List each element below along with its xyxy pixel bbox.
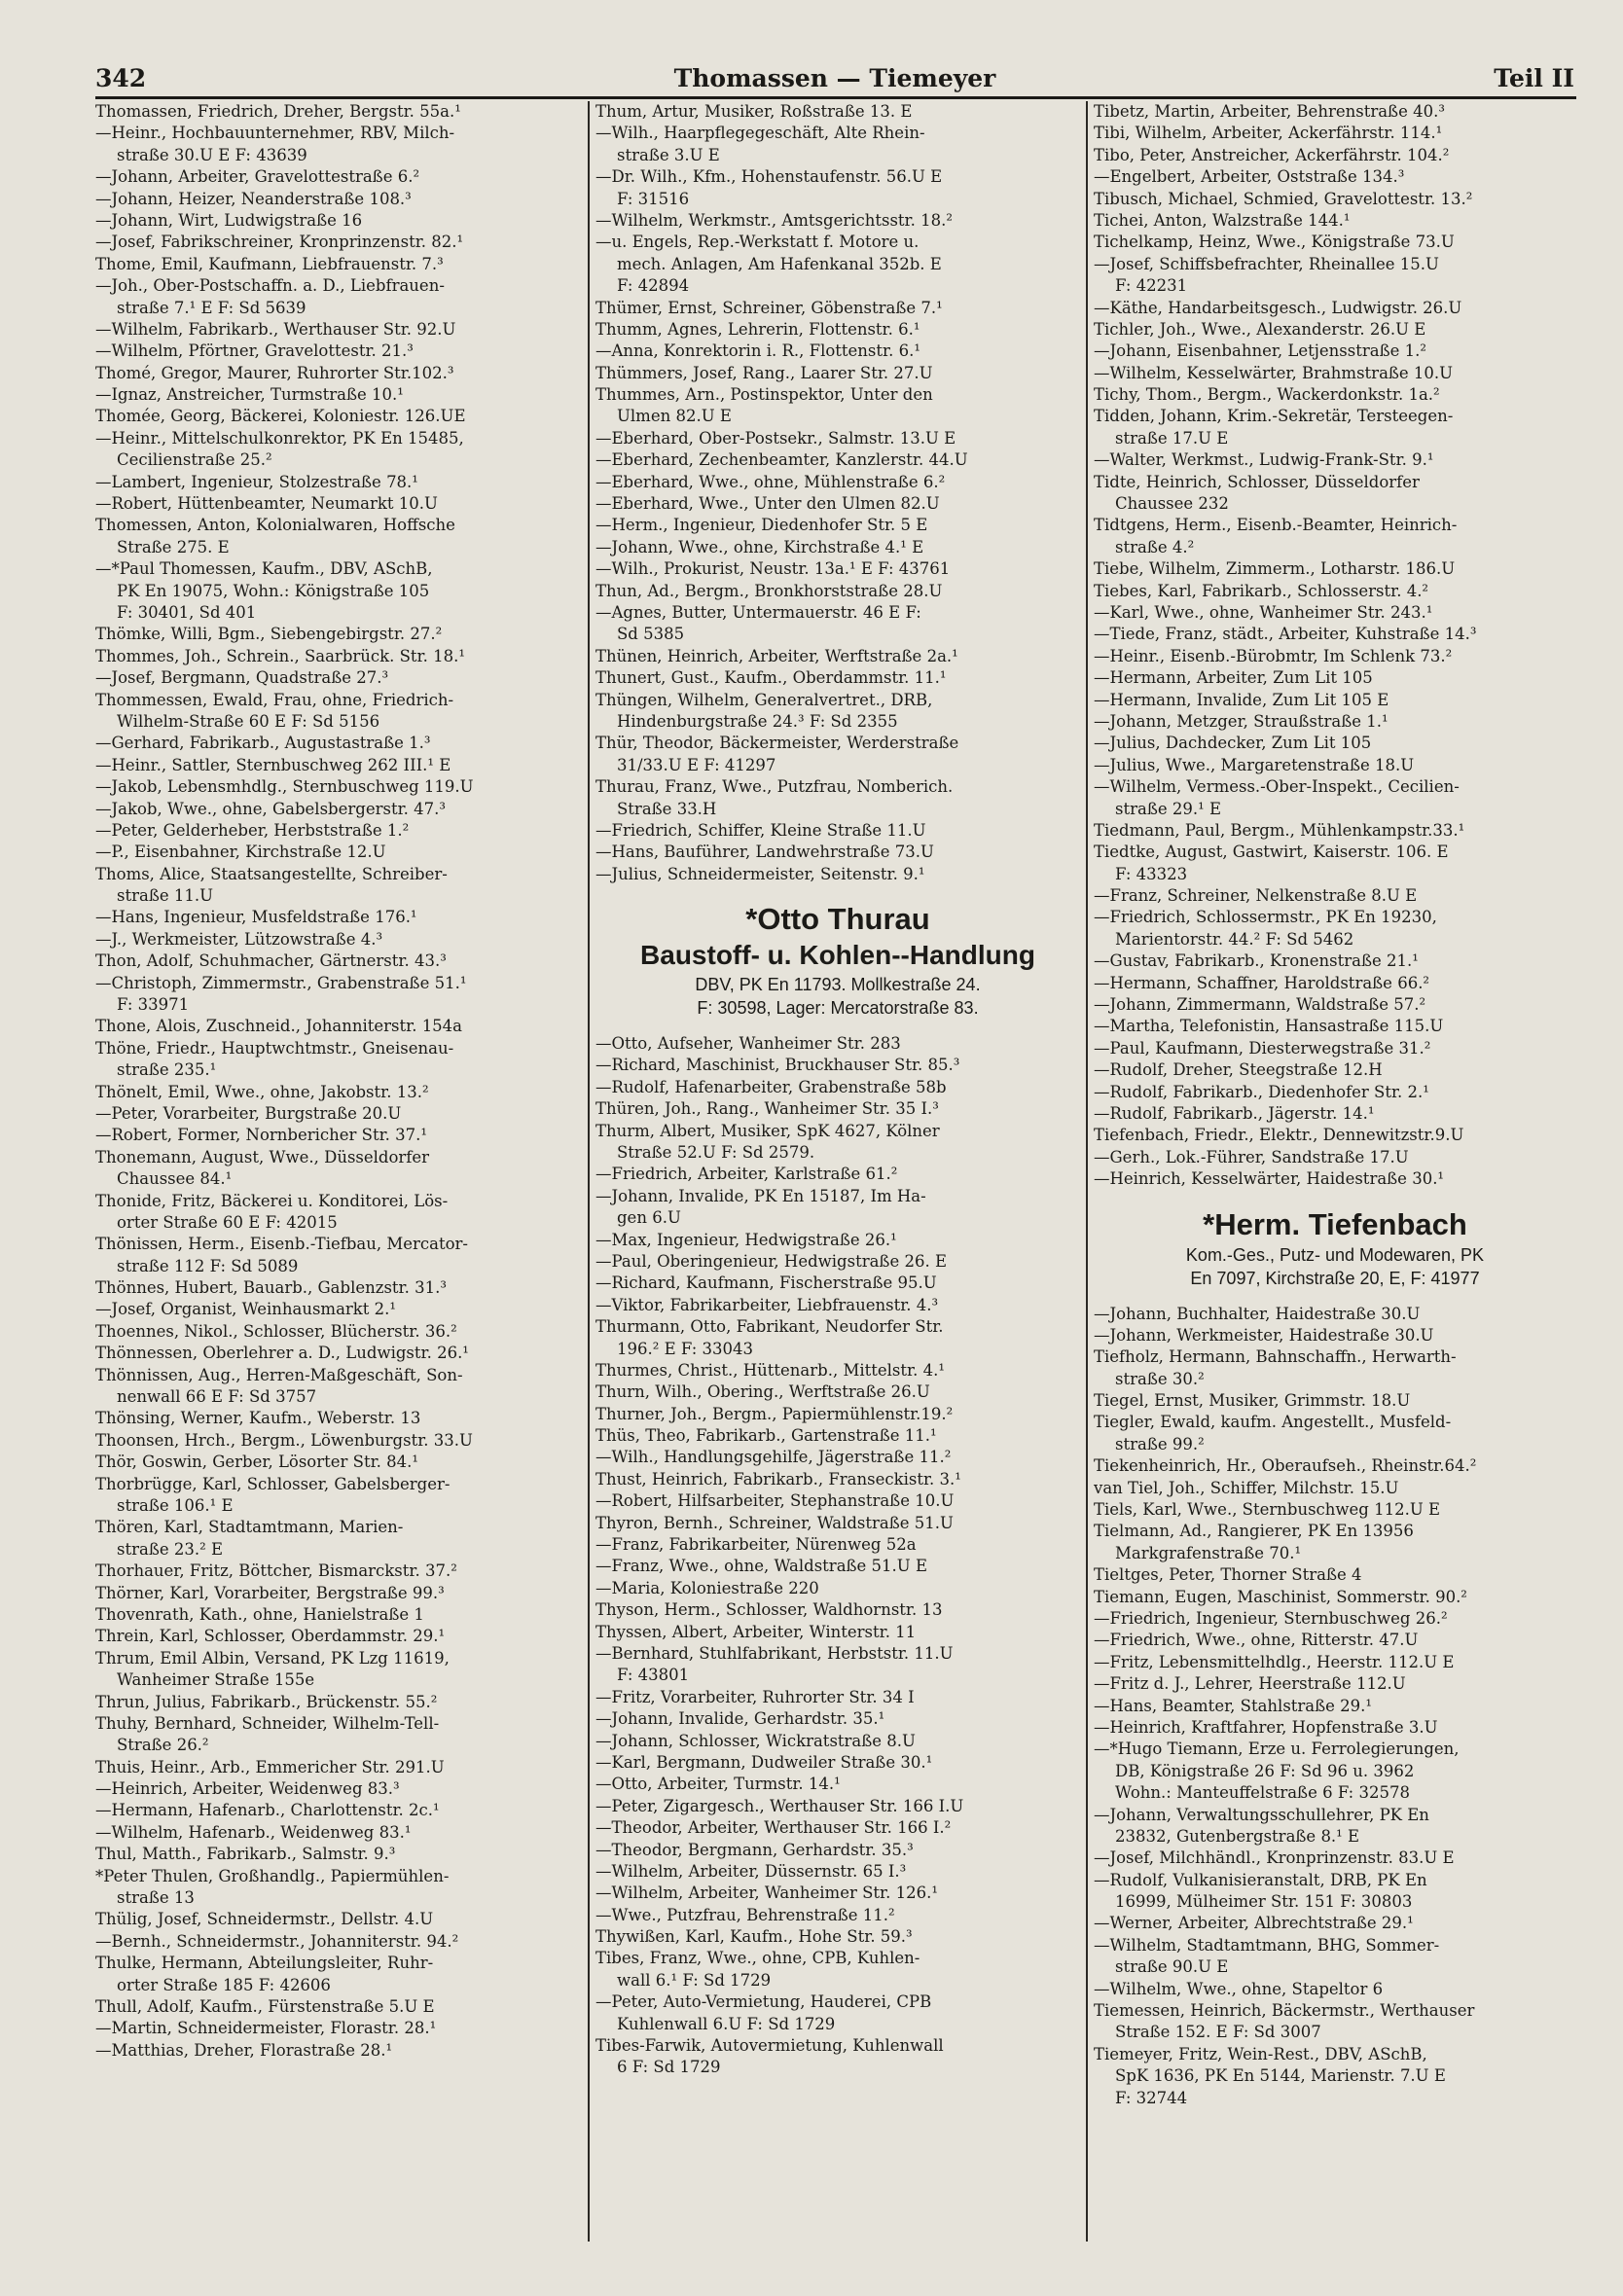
directory-entry: —Richard, Kaufmann, Fischerstraße 95.U <box>595 1274 937 1293</box>
directory-entry: —Fritz d. J., Lehrer, Heerstraße 112.U <box>1094 1674 1406 1694</box>
directory-entry: —Eberhard, Wwe., ohne, Mühlenstraße 6.² <box>595 472 946 491</box>
directory-entry: —Wwe., Putzfrau, Behrenstraße 11.² <box>595 1905 895 1924</box>
directory-entry: Tibi, Wilhelm, Arbeiter, Ackerfährstr. 114.¹ <box>1094 124 1443 143</box>
directory-entry: Tiemann, Eugen, Maschinist, Sommerstr. 90.² <box>1094 1587 1467 1606</box>
directory-entry: —Tiede, Franz, städt., Arbeiter, Kuhstraße 14.³ <box>1094 625 1477 644</box>
directory-entry: —Peter, Gelderheber, Herbststraße 1.² <box>95 820 410 840</box>
directory-entry: —Heinr., Eisenb.-Bürobmtr, Im Schlenk 73.² <box>1094 646 1453 665</box>
header-rule <box>95 96 1576 99</box>
directory-entry: —Wilhelm, Kesselwärter, Brahmstraße 10.U <box>1094 363 1454 382</box>
entry-continuation: SpK 1636, PK En 5144, Marienstr. 7.U E <box>1115 2066 1446 2086</box>
directory-entry: Tidden, Johann, Krim.-Sekretär, Tersteegen- <box>1094 407 1454 426</box>
directory-entry: Thönnes, Hubert, Bauarb., Gablenzstr. 31.³ <box>95 1278 447 1298</box>
directory-entry: Tielmann, Ad., Rangierer, PK En 13956 <box>1094 1522 1414 1541</box>
entry-continuation: Chaussee 84.¹ <box>117 1169 233 1189</box>
directory-entry: Tidte, Heinrich, Schlosser, Düsseldorfer <box>1094 472 1420 491</box>
directory-entry: —P., Eisenbahner, Kirchstraße 12.U <box>95 843 386 862</box>
entry-continuation: wall 6.¹ F: Sd 1729 <box>617 1970 772 1990</box>
directory-entry: —Martin, Schneidermeister, Florastr. 28.¹ <box>95 2019 437 2038</box>
directory-entry: Thurmes, Christ., Hüttenarb., Mittelstr. 4.¹ <box>595 1360 945 1380</box>
directory-entry: —Franz, Wwe., ohne, Waldstraße 51.U E <box>595 1557 927 1576</box>
directory-entry: —Agnes, Butter, Untermauerstr. 46 E F: <box>595 602 921 622</box>
directory-entry: —Gerh., Lok.-Führer, Sandstraße 17.U <box>1094 1147 1409 1166</box>
directory-entry: —Johann, Werkmeister, Haidestraße 30.U <box>1094 1325 1434 1345</box>
entry-continuation: 6 F: Sd 1729 <box>617 2058 721 2077</box>
directory-entry: Thommessen, Ewald, Frau, ohne, Friedrich- <box>95 690 454 709</box>
entry-continuation: straße 3.U E <box>617 145 720 164</box>
directory-entry: —Otto, Arbeiter, Turmstr. 14.¹ <box>595 1775 841 1794</box>
directory-entry: —Johann, Buchhalter, Haidestraße 30.U <box>1094 1304 1421 1323</box>
directory-entry: —Wilhelm, Wwe., ohne, Stapeltor 6 <box>1094 1979 1384 1998</box>
entry-continuation: straße 29.¹ E <box>1115 799 1221 818</box>
directory-entry: Tiedmann, Paul, Bergm., Mühlenkampstr.33.¹ <box>1094 820 1465 840</box>
directory-entry: Thuis, Heinr., Arb., Emmericher Str. 291.U <box>95 1757 445 1776</box>
directory-entry: —Rudolf, Dreher, Steegstraße 12.H <box>1094 1060 1383 1080</box>
directory-entry: —Hans, Bauführer, Landwehrstraße 73.U <box>595 843 934 862</box>
directory-entry: —u. Engels, Rep.-Werkstatt f. Motore u. <box>595 233 920 252</box>
directory-entry: —Wilhelm, Arbeiter, Wanheimer Str. 126.¹ <box>595 1883 938 1903</box>
ad-title: *Otto Thurau <box>745 902 930 937</box>
directory-entry: Tibusch, Michael, Schmied, Gravelottestr. 13.² <box>1094 189 1473 208</box>
directory-entry: —Johann, Arbeiter, Gravelottestraße 6.² <box>95 167 420 187</box>
directory-entry: —Hermann, Schaffner, Haroldstraße 66.² <box>1094 973 1430 992</box>
entry-continuation: straße 30.U E F: 43639 <box>117 145 307 164</box>
ad-text: F: 30598, Lager: Mercatorstraße 83. <box>697 998 979 1019</box>
entry-continuation: F: 43323 <box>1115 864 1188 883</box>
directory-entry: Thör, Goswin, Gerber, Lösorter Str. 84.¹ <box>95 1453 419 1472</box>
directory-entry: Thorhauer, Fritz, Böttcher, Bismarckstr. 37.² <box>95 1561 457 1581</box>
entry-continuation: F: 33971 <box>117 995 190 1015</box>
directory-entry: —Wilhelm, Vermess.-Ober-Inspekt., Cecilien- <box>1094 777 1460 797</box>
directory-entry: van Tiel, Joh., Schiffer, Milchstr. 15.U <box>1094 1478 1399 1497</box>
directory-entry: Thoennes, Nikol., Schlosser, Blücherstr. 36.² <box>95 1321 457 1341</box>
entry-continuation: Straße 152. E F: Sd 3007 <box>1115 2023 1321 2042</box>
directory-entry: —Paul, Oberingenieur, Hedwigstraße 26. E <box>595 1251 947 1271</box>
ad-text: Kom.-Ges., Putz- und Modewaren, PK <box>1185 1244 1485 1265</box>
directory-entry: Thönnessen, Oberlehrer a. D., Ludwigstr. 26.¹ <box>95 1344 469 1363</box>
directory-entry: Thurmann, Otto, Fabrikant, Neudorfer Str. <box>595 1317 944 1337</box>
directory-entry: —Johann, Eisenbahner, Letjensstraße 1.² <box>1094 341 1426 361</box>
directory-entry: Thuhy, Bernhard, Schneider, Wilhelm-Tell- <box>95 1713 440 1733</box>
directory-entry: —J., Werkmeister, Lützowstraße 4.³ <box>95 929 383 949</box>
directory-entry: —Wilh., Haarpflegegeschäft, Alte Rhein- <box>595 124 925 143</box>
entry-continuation: F: 43801 <box>617 1666 690 1685</box>
directory-entry: Thywißen, Karl, Kaufm., Hohe Str. 59.³ <box>595 1927 913 1947</box>
directory-entry: —Matthias, Dreher, Florastraße 28.¹ <box>95 2040 393 2060</box>
entry-continuation: Chaussee 232 <box>1115 494 1229 514</box>
entry-continuation: 16999, Mülheimer Str. 151 F: 30803 <box>1115 1892 1413 1912</box>
directory-entry: Threin, Karl, Schlosser, Oberdammstr. 29.¹ <box>95 1627 446 1646</box>
directory-entry: —Friedrich, Schlossermstr., PK En 19230, <box>1094 908 1437 927</box>
entry-continuation: straße 17.U E <box>1115 428 1229 448</box>
entry-continuation: straße 235.¹ <box>117 1060 217 1080</box>
directory-entry: Tibo, Peter, Anstreicher, Ackerfährstr. 104.² <box>1094 145 1450 164</box>
entry-continuation: Straße 52.U F: Sd 2579. <box>617 1143 815 1163</box>
entry-continuation: F: 42231 <box>1115 276 1188 296</box>
directory-entry: Tibes-Farwik, Autovermietung, Kuhlenwall <box>595 2036 944 2056</box>
directory-entry: —Peter, Zigargesch., Werthauser Str. 166 I.U <box>595 1796 964 1815</box>
directory-entry: Tichler, Joh., Wwe., Alexanderstr. 26.U E <box>1094 319 1426 339</box>
directory-entry: —Johann, Wirt, Ludwigstraße 16 <box>95 210 363 230</box>
directory-entry: Thomassen, Friedrich, Dreher, Bergstr. 55a.¹ <box>95 102 461 121</box>
directory-entry: Thömke, Willi, Bgm., Siebengebirgstr. 27.² <box>95 625 443 644</box>
directory-entry: Thumm, Agnes, Lehrerin, Flottenstr. 6.¹ <box>595 319 920 339</box>
directory-entry: —Maria, Koloniestraße 220 <box>595 1578 819 1597</box>
directory-entry: —Bernhard, Stuhlfabrikant, Herbststr. 11.U <box>595 1644 954 1663</box>
directory-entry: —Johann, Schlosser, Wickratstraße 8.U <box>595 1731 916 1750</box>
entry-continuation: straße 112 F: Sd 5089 <box>117 1256 299 1275</box>
directory-entry: —Herm., Ingenieur, Diedenhofer Str. 5 E <box>595 516 928 535</box>
directory-entry: —Friedrich, Arbeiter, Karlstraße 61.² <box>595 1165 898 1184</box>
directory-entry: Thurau, Franz, Wwe., Putzfrau, Nomberich. <box>595 777 954 797</box>
directory-entry: —Franz, Fabrikarbeiter, Nürenweg 52a <box>595 1535 917 1555</box>
directory-entry: —Joh., Ober-Postschaffn. a. D., Liebfrauen- <box>95 276 445 296</box>
directory-entry: Tiels, Karl, Wwe., Sternbuschweg 112.U E <box>1094 1500 1441 1520</box>
entry-continuation: Straße 26.² <box>117 1736 209 1755</box>
directory-entry: —Eberhard, Ober-Postsekr., Salmstr. 13.U E <box>595 428 956 448</box>
entry-continuation: straße 90.U E <box>1115 1957 1229 1977</box>
directory-entry: —Wilhelm, Hafenarb., Weidenweg 83.¹ <box>95 1822 412 1842</box>
directory-entry: Tichei, Anton, Walzstraße 144.¹ <box>1094 210 1351 230</box>
directory-entry: —Franz, Schreiner, Nelkenstraße 8.U E <box>1094 886 1418 906</box>
directory-entry: —Richard, Maschinist, Bruckhauser Str. 85.³ <box>595 1056 960 1075</box>
ad-text: En 7097, Kirchstraße 20, E, F: 41977 <box>1190 1268 1480 1288</box>
directory-entry: —Fritz, Vorarbeiter, Ruhrorter Str. 34 I <box>595 1687 915 1706</box>
directory-entry: —Viktor, Fabrikarbeiter, Liebfrauenstr. 4.³ <box>595 1295 939 1314</box>
entry-continuation: orter Straße 60 E F: 42015 <box>117 1212 338 1232</box>
directory-entry: —Theodor, Bergmann, Gerhardstr. 35.³ <box>595 1840 914 1859</box>
directory-entry: Tiemeyer, Fritz, Wein-Rest., DBV, ASchB, <box>1094 2044 1427 2063</box>
directory-entry: Thommes, Joh., Schrein., Saarbrück. Str. 18.¹ <box>95 646 465 665</box>
directory-entry: Thyson, Herm., Schlosser, Waldhornstr. 13 <box>595 1600 943 1620</box>
entry-continuation: Sd 5385 <box>617 625 685 644</box>
directory-entry: Thurn, Wilh., Obering., Werftstraße 26.U <box>595 1382 930 1402</box>
directory-entry: —Rudolf, Hafenarbeiter, Grabenstraße 58b <box>595 1077 947 1096</box>
page-header <box>95 58 1574 97</box>
directory-entry: Tichelkamp, Heinz, Wwe., Königstraße 73.U <box>1094 233 1455 252</box>
ad-text: DBV, PK En 11793. Mollkestraße 24. <box>695 975 981 995</box>
directory-entry: —Peter, Auto-Vermietung, Hauderei, CPB <box>595 1992 932 2012</box>
directory-entry: —Wilhelm, Pförtner, Gravelottestr. 21.³ <box>95 341 414 361</box>
entry-continuation: 31/33.U E F: 41297 <box>617 755 776 774</box>
directory-entry: —Hermann, Hafenarb., Charlottenstr. 2c.¹ <box>95 1801 440 1820</box>
directory-entry: —Walter, Werkmst., Ludwig-Frank-Str. 9.¹ <box>1094 450 1434 470</box>
entry-continuation: F: 32744 <box>1115 2088 1188 2107</box>
directory-entry: —*Hugo Tiemann, Erze u. Ferrolegierungen, <box>1094 1740 1460 1759</box>
directory-entry: Thülig, Josef, Schneidermstr., Dellstr. 4.U <box>95 1910 434 1929</box>
directory-entry: —Lambert, Ingenieur, Stolzestraße 78.¹ <box>95 472 418 491</box>
directory-entry: Thomessen, Anton, Kolonialwaren, Hoffsche <box>95 516 455 535</box>
directory-entry: —Werner, Arbeiter, Albrechtstraße 29.¹ <box>1094 1914 1414 1933</box>
ad-subtitle: Baustoff- u. Kohlen--Handlung <box>640 940 1035 971</box>
directory-entry: —Martha, Telefonistin, Hansastraße 115.U <box>1094 1017 1444 1036</box>
directory-entry: Thulke, Hermann, Abteilungsleiter, Ruhr- <box>95 1954 434 1973</box>
directory-entry: Tiedtke, August, Gastwirt, Kaiserstr. 106. E <box>1094 843 1449 862</box>
directory-entry: —Josef, Milchhändl., Kronprinzenstr. 83.U E <box>1094 1848 1455 1868</box>
directory-entry: Tiegel, Ernst, Musiker, Grimmstr. 18.U <box>1094 1391 1411 1411</box>
ad-title: *Herm. Tiefenbach <box>1203 1206 1467 1241</box>
entry-continuation: DB, Königstraße 26 F: Sd 96 u. 3962 <box>1115 1761 1415 1780</box>
directory-entry: —Johann, Metzger, Straußstraße 1.¹ <box>1094 711 1389 731</box>
directory-entry: —Peter, Vorarbeiter, Burgstraße 20.U <box>95 1103 402 1123</box>
directory-entry: —Johann, Zimmermann, Waldstraße 57.² <box>1094 995 1426 1015</box>
directory-entry: Thümmers, Josef, Rang., Laarer Str. 27.U <box>595 363 933 382</box>
entry-continuation: straße 11.U <box>117 886 213 906</box>
entry-continuation: Straße 275. E <box>117 537 230 556</box>
entry-continuation: straße 106.¹ E <box>117 1496 234 1515</box>
directory-entry: —Käthe, Handarbeitsgesch., Ludwigstr. 26.U <box>1094 298 1462 317</box>
entry-continuation: orter Straße 185 F: 42606 <box>117 1975 331 1994</box>
entry-continuation: Markgrafenstraße 70.¹ <box>1115 1543 1302 1562</box>
directory-entry: Thurner, Joh., Bergm., Papiermühlenstr.19.² <box>595 1404 954 1423</box>
directory-entry: —Robert, Hüttenbeamter, Neumarkt 10.U <box>95 494 438 514</box>
directory-entry: Thummes, Arn., Postinspektor, Unter den <box>595 385 933 405</box>
column-left <box>95 101 582 2062</box>
directory-entry: —Bernh., Schneidermstr., Johanniterstr. 94.² <box>95 1931 459 1951</box>
directory-entry: Tiebe, Wilhelm, Zimmerm., Lotharstr. 186.U <box>1094 559 1456 579</box>
directory-entry: Thull, Adolf, Kaufm., Fürstenstraße 5.U E <box>95 1996 435 2016</box>
directory-entry: —Heinr., Mittelschulkonrektor, PK En 15485, <box>95 428 464 448</box>
directory-entry: Tidtgens, Herm., Eisenb.-Beamter, Heinrich- <box>1094 516 1458 535</box>
directory-entry: —Heinrich, Arbeiter, Weidenweg 83.³ <box>95 1779 400 1799</box>
directory-entry: —Jakob, Wwe., ohne, Gabelsbergerstr. 47.³ <box>95 799 446 818</box>
entry-continuation: Kuhlenwall 6.U F: Sd 1729 <box>617 2014 836 2033</box>
directory-entry: Tibes, Franz, Wwe., ohne, CPB, Kuhlen- <box>595 1949 920 1968</box>
directory-entry: Thone, Alois, Zuschneid., Johanniterstr. 154a <box>95 1017 463 1036</box>
entry-continuation: 196.² E F: 33043 <box>617 1339 754 1358</box>
directory-entry: Tiemessen, Heinrich, Bäckermstr., Werthauser <box>1094 2001 1475 2021</box>
directory-entry: —*Paul Thomessen, Kaufm., DBV, ASchB, <box>95 559 433 579</box>
directory-entry: Thomé, Gregor, Maurer, Ruhrorter Str.102.³ <box>95 363 454 382</box>
directory-entry: —Engelbert, Arbeiter, Oststraße 134.³ <box>1094 167 1405 187</box>
directory-entry: Thome, Emil, Kaufmann, Liebfrauenstr. 7.³ <box>95 254 444 273</box>
entry-continuation: Wilhelm-Straße 60 E F: Sd 5156 <box>117 711 380 731</box>
directory-entry: Thunert, Gust., Kaufm., Oberdammstr. 11.¹ <box>595 668 947 688</box>
entry-continuation: Wanheimer Straße 155e <box>117 1670 315 1690</box>
directory-entry: —Johann, Invalide, Gerhardstr. 35.¹ <box>595 1709 885 1729</box>
entry-continuation: straße 99.² <box>1115 1434 1205 1453</box>
directory-entry: —Paul, Kaufmann, Diesterwegstraße 31.² <box>1094 1038 1431 1058</box>
directory-entry: —Heinr., Hochbauunternehmer, RBV, Milch- <box>95 124 455 143</box>
directory-entry: —Dr. Wilh., Kfm., Hohenstaufenstr. 56.U E <box>595 167 943 187</box>
directory-entry: Thul, Matth., Fabrikarb., Salmstr. 9.³ <box>95 1845 396 1864</box>
part-label: Teil II <box>1494 64 1574 92</box>
directory-entry: Tiegler, Ewald, kaufm. Angestellt., Musfeld- <box>1094 1413 1452 1432</box>
entry-continuation: nenwall 66 E F: Sd 3757 <box>117 1387 317 1407</box>
directory-entry: —Hermann, Invalide, Zum Lit 105 E <box>1094 690 1389 709</box>
advertisement-thurau <box>595 901 1080 1033</box>
entry-continuation: Hindenburgstraße 24.³ F: Sd 2355 <box>617 711 898 731</box>
directory-entry: —Otto, Aufseher, Wanheimer Str. 283 <box>595 1034 901 1054</box>
entry-continuation: straße 7.¹ E F: Sd 5639 <box>117 298 307 317</box>
directory-entry: —Josef, Fabrikschreiner, Kronprinzenstr. 82.¹ <box>95 233 464 252</box>
directory-entry: —Wilhelm, Werkmstr., Amtsgerichtsstr. 18.² <box>595 210 953 230</box>
directory-entry: —Wilhelm, Fabrikarb., Werthauser Str. 92.U <box>95 319 456 339</box>
directory-entry: —Ignaz, Anstreicher, Turmstraße 10.¹ <box>95 385 404 405</box>
directory-entry: —Johann, Wwe., ohne, Kirchstraße 4.¹ E <box>595 537 924 556</box>
directory-entry: —Friedrich, Wwe., ohne, Ritterstr. 47.U <box>1094 1631 1419 1650</box>
directory-entry: Thönelt, Emil, Wwe., ohne, Jakobstr. 13.² <box>95 1082 429 1101</box>
directory-entry: Tiefenbach, Friedr., Elektr., Dennewitzstr.9.U <box>1094 1126 1464 1145</box>
directory-entry: —Julius, Wwe., Margaretenstraße 18.U <box>1094 755 1415 774</box>
entry-continuation: 23832, Gutenbergstraße 8.¹ E <box>1115 1826 1360 1846</box>
directory-entry: —Friedrich, Ingenieur, Sternbuschweg 26.² <box>1094 1609 1448 1628</box>
directory-entry: —Eberhard, Zechenbeamter, Kanzlerstr. 44.U <box>595 450 968 470</box>
directory-entry: —Gustav, Fabrikarb., Kronenstraße 21.¹ <box>1094 951 1419 971</box>
directory-entry: Thyron, Bernh., Schreiner, Waldstraße 51.U <box>595 1513 954 1532</box>
column-divider <box>588 101 590 2242</box>
directory-entry: Thorbrügge, Karl, Schlosser, Gabelsberger- <box>95 1474 451 1493</box>
directory-entry: Thonide, Fritz, Bäckerei u. Konditorei, Lös- <box>95 1191 449 1210</box>
directory-entry: —Wilh., Prokurist, Neustr. 13a.¹ E F: 43761 <box>595 559 951 579</box>
directory-entry: —Heinr., Sattler, Sternbuschweg 262 III.¹ E <box>95 755 451 774</box>
column-divider <box>1086 101 1088 2242</box>
directory-entry: Thrun, Julius, Fabrikarb., Brückenstr. 55.² <box>95 1692 438 1711</box>
directory-entry: —Gerhard, Fabrikarb., Augustastraße 1.³ <box>95 734 431 753</box>
directory-entry: —Wilhelm, Arbeiter, Düssernstr. 65 I.³ <box>595 1861 907 1881</box>
directory-entry: —Josef, Schiffsbefrachter, Rheinallee 15.U <box>1094 254 1439 273</box>
directory-entry: Thönnissen, Aug., Herren-Maßgeschäft, Son- <box>95 1365 463 1384</box>
directory-entry: Thurm, Albert, Musiker, SpK 4627, Kölner <box>595 1121 940 1140</box>
directory-entry: —Wilhelm, Stadtamtmann, BHG, Sommer- <box>1094 1935 1440 1955</box>
entry-continuation: straße 30.² <box>1115 1369 1205 1388</box>
entry-continuation: mech. Anlagen, Am Hafenkanal 352b. E <box>617 254 942 273</box>
directory-entry: —Hans, Ingenieur, Musfeldstraße 176.¹ <box>95 908 417 927</box>
directory-entry: Thünen, Heinrich, Arbeiter, Werftstraße 2a.¹ <box>595 646 958 665</box>
directory-entry: —Robert, Former, Nornbericher Str. 37.¹ <box>95 1126 428 1145</box>
directory-entry: Thoonsen, Hrch., Bergm., Löwenburgstr. 33.U <box>95 1430 473 1450</box>
directory-entry: Thrum, Emil Albin, Versand, PK Lzg 11619, <box>95 1648 450 1668</box>
directory-entry: —Max, Ingenieur, Hedwigstraße 26.¹ <box>595 1230 897 1249</box>
directory-entry: —Theodor, Arbeiter, Werthauser Str. 166 I.² <box>595 1818 952 1838</box>
entry-continuation: straße 13 <box>117 1888 195 1908</box>
ad-spacer <box>1094 1290 1576 1304</box>
directory-entry: Thomée, Georg, Bäckerei, Koloniestr. 126.UE <box>95 407 466 426</box>
directory-entry: —Robert, Hilfsarbeiter, Stephanstraße 10.U <box>595 1491 955 1511</box>
directory-entry: Thyssen, Albert, Arbeiter, Winterstr. 11 <box>595 1622 917 1641</box>
directory-entry: —Johann, Verwaltungsschullehrer, PK En <box>1094 1805 1429 1824</box>
directory-entry: Thüs, Theo, Fabrikarb., Gartenstraße 11.¹ <box>595 1426 937 1446</box>
directory-entry: Tiebes, Karl, Fabrikarb., Schlosserstr. 4.² <box>1094 581 1429 600</box>
directory-entry: Thümer, Ernst, Schreiner, Göbenstraße 7.¹ <box>595 298 943 317</box>
directory-entry: —Eberhard, Wwe., Unter den Ulmen 82.U <box>595 494 940 514</box>
directory-entry: Thüngen, Wilhelm, Generalvertret., DRB, <box>595 690 933 709</box>
directory-entry: —Rudolf, Fabrikarb., Jägerstr. 14.¹ <box>1094 1103 1375 1123</box>
directory-entry: Thörner, Karl, Vorarbeiter, Bergstraße 99.³ <box>95 1583 445 1602</box>
directory-entry: —Julius, Schneidermeister, Seitenstr. 9.¹ <box>595 864 925 883</box>
directory-entry: —Christoph, Zimmermstr., Grabenstraße 51.¹ <box>95 973 467 992</box>
advertisement-tiefenbach <box>1094 1206 1576 1304</box>
directory-entry: —Fritz, Lebensmittelhdlg., Heerstr. 112.U E <box>1094 1652 1455 1671</box>
directory-entry: —Friedrich, Schiffer, Kleine Straße 11.U <box>595 820 926 840</box>
directory-entry: —Wilh., Handlungsgehilfe, Jägerstraße 11.² <box>595 1448 952 1467</box>
directory-entry: —Jakob, Lebensmhdlg., Sternbuschweg 119.U <box>95 777 474 797</box>
directory-entry: Thum, Artur, Musiker, Roßstraße 13. E <box>595 102 913 121</box>
entry-continuation: Wohn.: Manteuffelstraße 6 F: 32578 <box>1115 1783 1410 1803</box>
entry-continuation: Cecilienstraße 25.² <box>117 450 272 470</box>
directory-entry: —Karl, Wwe., ohne, Wanheimer Str. 243.¹ <box>1094 602 1433 622</box>
entry-continuation: Ulmen 82.U E <box>617 407 732 426</box>
directory-entry: —Anna, Konrektorin i. R., Flottenstr. 6.¹ <box>595 341 920 361</box>
directory-entry: Thovenrath, Kath., ohne, Hanielstraße 1 <box>95 1604 424 1624</box>
entry-continuation: F: 42894 <box>617 276 690 296</box>
directory-entry: —Johann, Invalide, PK En 15187, Im Ha- <box>595 1186 926 1205</box>
entry-continuation: PK En 19075, Wohn.: Königstraße 105 <box>117 581 430 600</box>
directory-entry: Thöne, Friedr., Hauptwchtmstr., Gneisenau- <box>95 1038 454 1058</box>
directory-entry: Tieltges, Peter, Thorner Straße 4 <box>1094 1565 1362 1585</box>
entry-continuation: Straße 33.H <box>617 799 717 818</box>
directory-entry: —Heinrich, Kraftfahrer, Hopfenstraße 3.U <box>1094 1717 1438 1737</box>
directory-entry: Thüren, Joh., Rang., Wanheimer Str. 35 I.³ <box>595 1099 939 1119</box>
directory-entry: —Julius, Dachdecker, Zum Lit 105 <box>1094 734 1372 753</box>
entry-continuation: straße 4.² <box>1115 537 1195 556</box>
directory-entry: Tichy, Thom., Bergm., Wackerdonkstr. 1a.² <box>1094 385 1440 405</box>
directory-entry: —Rudolf, Vulkanisieranstalt, DRB, PK En <box>1094 1870 1427 1889</box>
directory-entry: —Hans, Beamter, Stahlstraße 29.¹ <box>1094 1696 1373 1715</box>
entry-continuation: straße 23.² E <box>117 1539 223 1559</box>
directory-entry: Thönsing, Werner, Kaufm., Weberstr. 13 <box>95 1409 421 1428</box>
directory-entry: Thür, Theodor, Bäckermeister, Werderstraße <box>595 734 959 753</box>
page-number: 342 <box>95 64 147 92</box>
directory-entry: Tiefholz, Hermann, Bahnschaffn., Herwarth- <box>1094 1347 1457 1367</box>
directory-entry: Thoms, Alice, Staatsangestellte, Schreiber- <box>95 864 448 883</box>
directory-entry: —Josef, Organist, Weinhausmarkt 2.¹ <box>95 1300 397 1319</box>
column-middle <box>595 101 1080 2079</box>
directory-entry: —Josef, Bergmann, Quadstraße 27.³ <box>95 668 389 688</box>
directory-entry: Tibetz, Martin, Arbeiter, Behrenstraße 40.³ <box>1094 102 1445 121</box>
directory-entry: Thun, Ad., Bergm., Bronkhorststraße 28.U <box>595 581 943 600</box>
running-title: Thomassen — Tiemeyer <box>673 64 996 92</box>
ad-spacer <box>595 1020 1080 1033</box>
directory-entry: —Rudolf, Fabrikarb., Diedenhofer Str. 2.¹ <box>1094 1082 1429 1101</box>
entry-continuation: F: 30401, Sd 401 <box>117 602 257 622</box>
entry-continuation: gen 6.U <box>617 1208 681 1228</box>
directory-entry: Thonemann, August, Wwe., Düsseldorfer <box>95 1147 430 1166</box>
entry-continuation: F: 31516 <box>617 189 690 208</box>
directory-entry: Tiekenheinrich, Hr., Oberaufseh., Rheinstr.64.² <box>1094 1456 1477 1476</box>
directory-entry: *Peter Thulen, Großhandlg., Papiermühlen- <box>95 1866 450 1885</box>
entry-continuation: Marientorstr. 44.² F: Sd 5462 <box>1115 929 1354 949</box>
directory-entry: Thon, Adolf, Schuhmacher, Gärtnerstr. 43.³ <box>95 951 447 971</box>
directory-entry: —Johann, Heizer, Neanderstraße 108.³ <box>95 189 412 208</box>
directory-entry: —Hermann, Arbeiter, Zum Lit 105 <box>1094 668 1373 688</box>
directory-entry: Thören, Karl, Stadtamtmann, Marien- <box>95 1518 404 1537</box>
directory-entry: Thönissen, Herm., Eisenb.-Tiefbau, Mercator- <box>95 1235 469 1254</box>
directory-entry: Thust, Heinrich, Fabrikarb., Franseckistr. 3.¹ <box>595 1469 961 1489</box>
directory-entry: —Heinrich, Kesselwärter, Haidestraße 30.¹ <box>1094 1169 1445 1189</box>
column-right <box>1094 101 1576 2109</box>
directory-entry: —Karl, Bergmann, Dudweiler Straße 30.¹ <box>595 1752 933 1772</box>
